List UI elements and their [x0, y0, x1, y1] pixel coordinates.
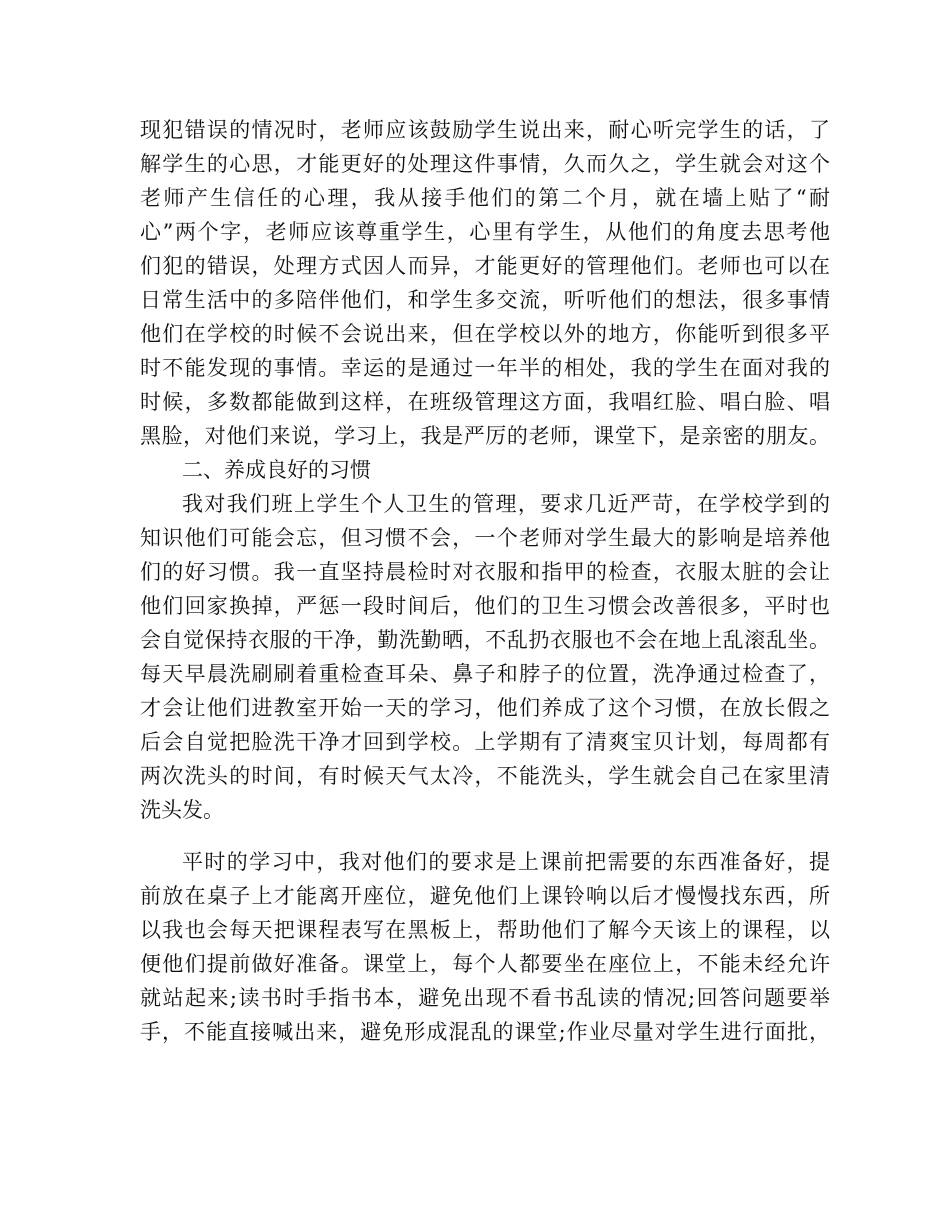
text-line: 老师产生信任的心理，我从接手他们的第二个月，就在墙上贴了“耐 [140, 186, 830, 210]
text-line: 后会自觉把脸洗干净才回到学校。上学期有了清爽宝贝计划，每周都有 [140, 730, 830, 754]
text-line: 们犯的错误，处理方式因人而异，才能更好的管理他们。老师也可以在 [140, 254, 830, 278]
text-line: 他们回家换掉，严惩一段时间后，他们的卫生习惯会改善很多，平时也 [140, 594, 830, 618]
text-line: 心”两个字，老师应该尊重学生，心里有学生，从他们的角度去思考他 [140, 220, 830, 244]
text-line: 我对我们班上学生个人卫生的管理，要求几近严苛，在学校学到的 [182, 492, 830, 516]
text-line: 才会让他们进教室开始一天的学习，他们养成了这个习惯，在放长假之 [140, 696, 830, 720]
text-line: 现犯错误的情况时，老师应该鼓励学生说出来，耐心听完学生的话，了 [140, 118, 830, 142]
text-line: 两次洗头的时间，有时候天气太冷，不能洗头，学生就会自己在家里清 [140, 764, 830, 788]
text-line: 前放在桌子上才能离开座位，避免他们上课铃响以后才慢慢找东西，所 [140, 884, 830, 908]
text-line: 手，不能直接喊出来，避免形成混乱的课堂;作业尽量对学生进行面批， [140, 1020, 830, 1044]
text-line: 知识他们可能会忘，但习惯不会，一个老师对学生最大的影响是培养他 [140, 526, 830, 550]
text-line: 们的好习惯。我一直坚持晨检时对衣服和指甲的检查，衣服太脏的会让 [140, 560, 830, 584]
text-line: 平时的学习中，我对他们的要求是上课前把需要的东西准备好，提 [182, 850, 830, 874]
text-line: 时不能发现的事情。幸运的是通过一年半的相处，我的学生在面对我的 [140, 356, 830, 380]
text-line: 日常生活中的多陪伴他们，和学生多交流，听听他们的想法，很多事情 [140, 288, 830, 312]
text-line: 洗头发。 [140, 798, 224, 822]
text-line: 解学生的心思，才能更好的处理这件事情，久而久之，学生就会对这个 [140, 152, 830, 176]
text-line: 便他们提前做好准备。课堂上，每个人都要坐在座位上，不能未经允许 [140, 952, 830, 976]
text-line: 以我也会每天把课程表写在黑板上，帮助他们了解今天该上的课程，以 [140, 918, 830, 942]
text-line: 就站起来;读书时手指书本，避免出现不看书乱读的情况;回答问题要举 [140, 986, 830, 1010]
text-line: 每天早晨洗刷刷着重检查耳朵、鼻子和脖子的位置，洗净通过检查了， [140, 662, 830, 686]
text-line: 黑脸，对他们来说，学习上，我是严厉的老师，课堂下，是亲密的朋友。 [140, 424, 830, 448]
text-line: 时候，多数都能做到这样，在班级管理这方面，我唱红脸、唱白脸、唱 [140, 390, 830, 414]
text-line: 他们在学校的时候不会说出来，但在学校以外的地方，你能听到很多平 [140, 322, 830, 346]
text-line: 会自觉保持衣服的干净，勤洗勤晒，不乱扔衣服也不会在地上乱滚乱坐。 [140, 628, 830, 652]
section-heading: 二、养成良好的习惯 [182, 458, 371, 482]
